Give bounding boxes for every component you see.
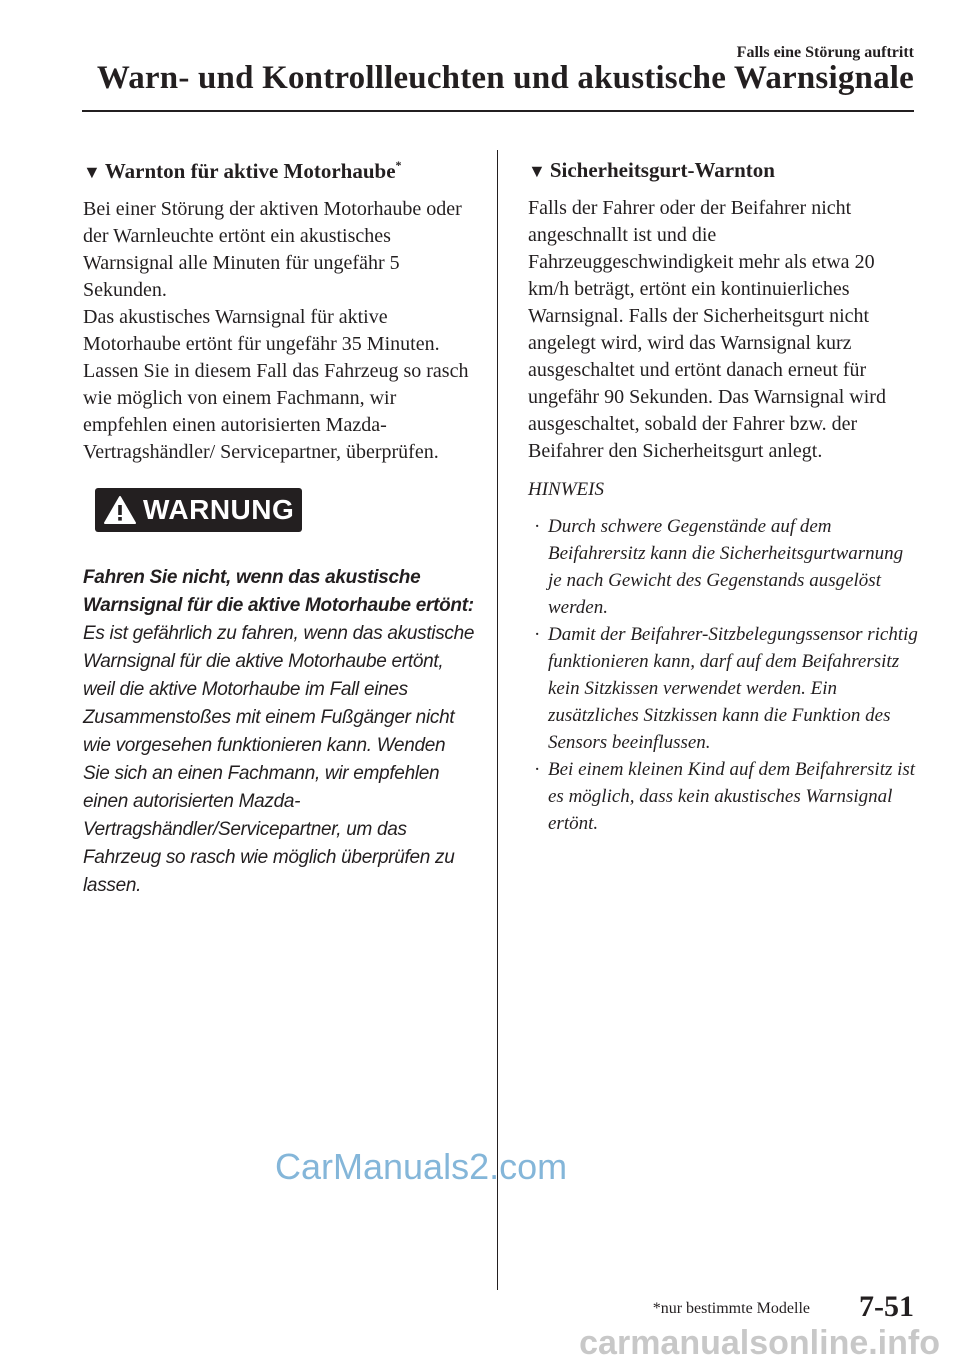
left-column <box>83 158 476 900</box>
page-title: Warn- und Kontrollleuchten und akustische Warnsignale <box>96 60 914 96</box>
warning-lead: Fahren Sie nicht, wenn das akustische Warnsignal für die aktive Motorhaube ertönt: <box>83 567 474 616</box>
section-heading-sicherheitsgurt <box>528 158 918 183</box>
bullet-icon: · <box>534 759 541 780</box>
warning-label: WARNUNG <box>143 494 295 525</box>
heading-text: Warnton für aktive Motorhaube <box>104 159 396 183</box>
list-item-text: Damit der Beifahrer-Sitzbelegungssensor richtig funktionieren kann, darf auf dem Beifahrersitz kein Sitzkissen verwendet werden. Ein zusätzliches Sitzkissen kann die Funktion des Sensors beeinflussen. <box>548 624 918 753</box>
paragraph: Das akustisches Warnsignal für aktive Motorhaube ertönt für ungefähr 35 Minuten. Lassen Sie in diesem Fall das Fahrzeug so rasch wie möglich von einem Fachmann, wir empfehlen einen autorisierten Mazda-Vertragshändler/ Servicepartner, überprüfen. <box>83 306 469 463</box>
note-list <box>528 513 918 837</box>
site-footer: carmanualsonline.info <box>579 1324 940 1362</box>
footnote-marker: * <box>395 158 402 172</box>
triangle-down-icon: ▼ <box>83 162 101 182</box>
paragraph: Bei einer Störung der aktiven Motorhaube oder der Warnleuchte ertönt ein akustisches Warnsignal alle Minuten für ungefähr 5 Sekunden. <box>83 198 462 301</box>
watermark: CarManuals2.com <box>275 1146 568 1187</box>
list-item-text: Bei einem kleinen Kind auf dem Beifahrersitz ist es möglich, dass kein akustisches Warnsignal ertönt. <box>548 759 916 834</box>
list-item <box>528 756 918 837</box>
note-title: HINWEIS <box>528 479 604 500</box>
section-label: Falls eine Störung auftritt <box>736 44 914 61</box>
bullet-icon: · <box>534 516 541 537</box>
warning-badge <box>95 488 302 532</box>
list-item <box>528 513 918 621</box>
heading-text: Sicherheitsgurt-Warnton <box>549 158 775 182</box>
column-divider <box>497 150 498 1290</box>
warning-body: Es ist gefährlich zu fahren, wenn das akustische Warnsignal für die aktive Motorhaube ertönt, weil die aktive Motorhaube im Fall eines Zusammenstoßes mit einem Fußgänger nicht wie vorgesehen funktionieren kann. Wenden Sie sich an einen Fachmann, wir empfehlen einen autorisierten Mazda-Vertragshändler/Servicepartner, um das Fahrzeug so rasch wie möglich überprüfen zu lassen. <box>83 623 475 896</box>
list-item-text: Durch schwere Gegenstände auf dem Beifahrersitz kann die Sicherheitsgurtwarnung je nach Gewicht des Gegenstands ausgelöst werden. <box>548 516 904 618</box>
paragraph: Falls der Fahrer oder der Beifahrer nicht angeschnallt ist und die Fahrzeuggeschwindigkeit mehr als etwa 20 km/h beträgt, ertönt ein kontinuierliches Warnsignal. Falls der Sicherheitsgurt nicht angelegt wird, wird das Warnsignal kurz ausgeschaltet und ertönt danach erneut für ungefähr 90 Sekunden. Das Warnsignal wird ausgeschaltet, sobald der Fahrer bzw. der Beifahrer den Sicherheitsgurt anlegt. <box>528 197 886 462</box>
right-column <box>528 158 918 837</box>
section-heading-motorhaube <box>83 158 476 184</box>
list-item <box>528 621 918 756</box>
warning-triangle-icon <box>103 495 137 525</box>
footnote: *nur bestimmte Modelle <box>652 1300 810 1317</box>
triangle-down-icon: ▼ <box>528 161 546 181</box>
bullet-icon: · <box>534 624 541 645</box>
header-divider <box>82 110 914 112</box>
page-number: 7-51 <box>859 1290 914 1323</box>
